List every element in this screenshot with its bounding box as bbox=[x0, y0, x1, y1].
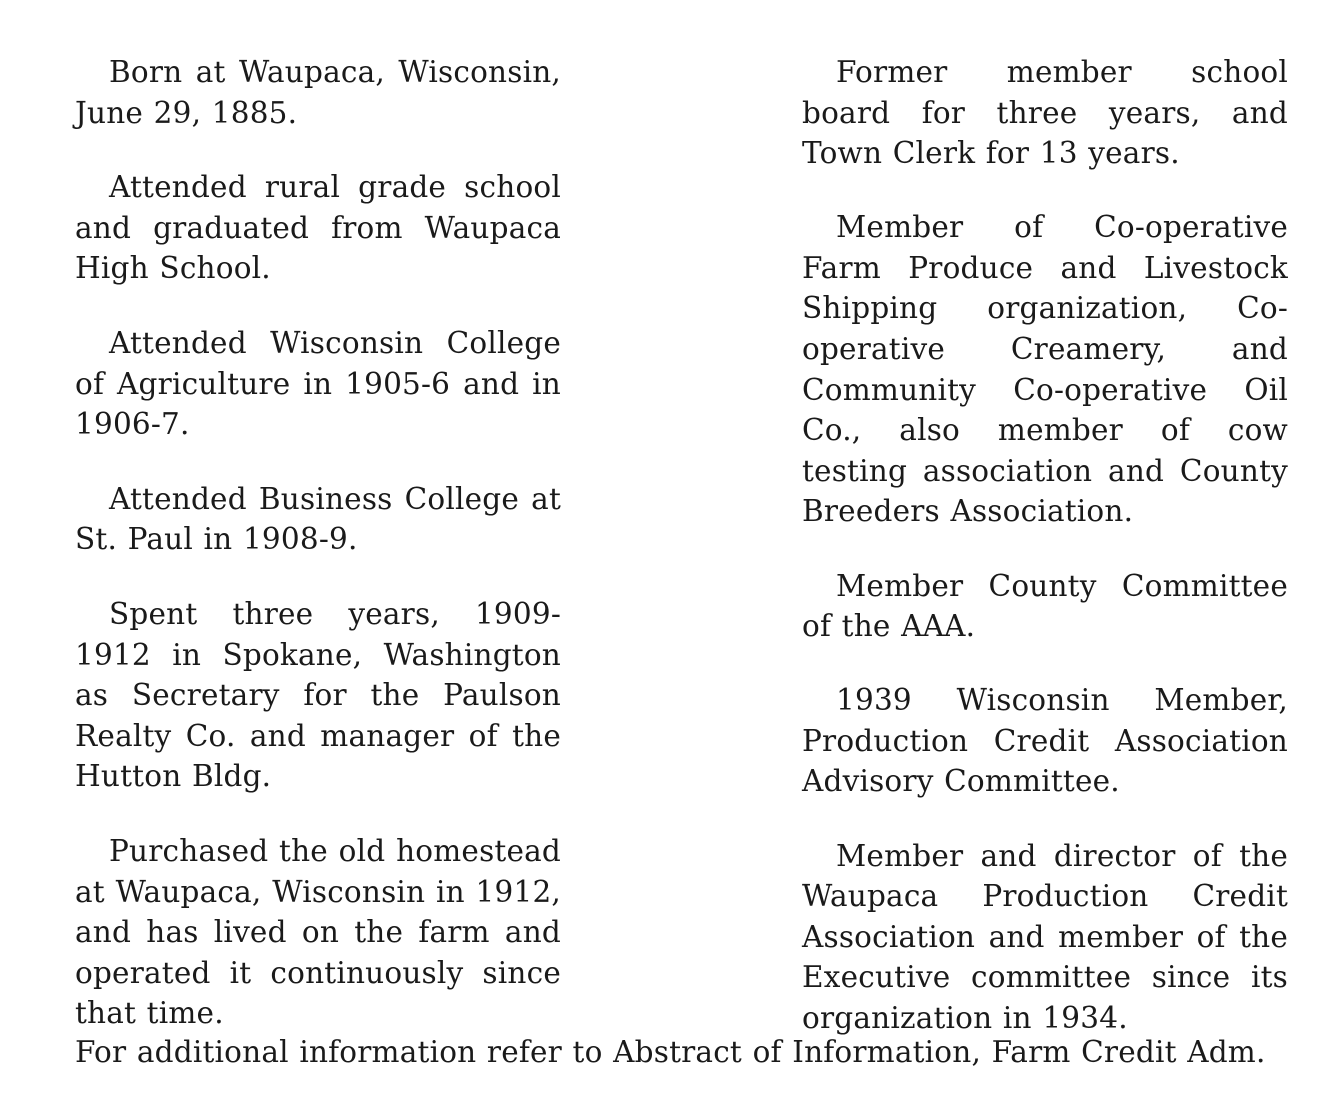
paragraph-advisory-committee: 1939 Wisconsin Member, Production Credit Association Advisory Committee. bbox=[802, 683, 1288, 799]
paragraph-production-credit: Member and director of the Waupaca Production Credit Association and member of the Executive committee since its organization in 1934. bbox=[802, 838, 1288, 1035]
paragraph-spokane: Spent three years, 1909-1912 in Spokane, Washington as Secretary for the Paulson Realty Co. and manager of the Hutton Bldg. bbox=[75, 596, 561, 794]
paragraph-high-school: Attended rural grade school and graduated from Waupaca High School. bbox=[75, 170, 561, 286]
left-column bbox=[75, 52, 561, 1068]
paragraph-aaa: Member County Committee of the AAA. bbox=[802, 568, 1288, 644]
paragraph-college-agriculture: Attended Wisconsin College of Agriculture in 1905-6 and in 1906-7. bbox=[75, 325, 561, 442]
paragraph-school-board: Former member school board for three years, and Town Clerk for 13 years. bbox=[802, 55, 1288, 171]
paragraph-birth: Born at Waupaca, Wisconsin, June 29, 1885. bbox=[75, 55, 561, 130]
paragraph-business-college: Attended Business College at St. Paul in 1908-9. bbox=[75, 481, 561, 557]
paragraph-homestead: Purchased the old homestead at Waupaca, Wisconsin in 1912, and has lived on the farm and operated it continuously since that time. bbox=[75, 833, 561, 1031]
right-column bbox=[802, 52, 1288, 1072]
footer-note: For additional information refer to Abstract of Information, Farm Credit Adm. bbox=[75, 1035, 1266, 1069]
paragraph-cooperatives: Member of Co-operative Farm Produce and Livestock Shipping organization, Co-operative Creamery, and Community Co-operative Oil Co., also member of cow testing association and County Breeders Association. bbox=[802, 210, 1288, 529]
